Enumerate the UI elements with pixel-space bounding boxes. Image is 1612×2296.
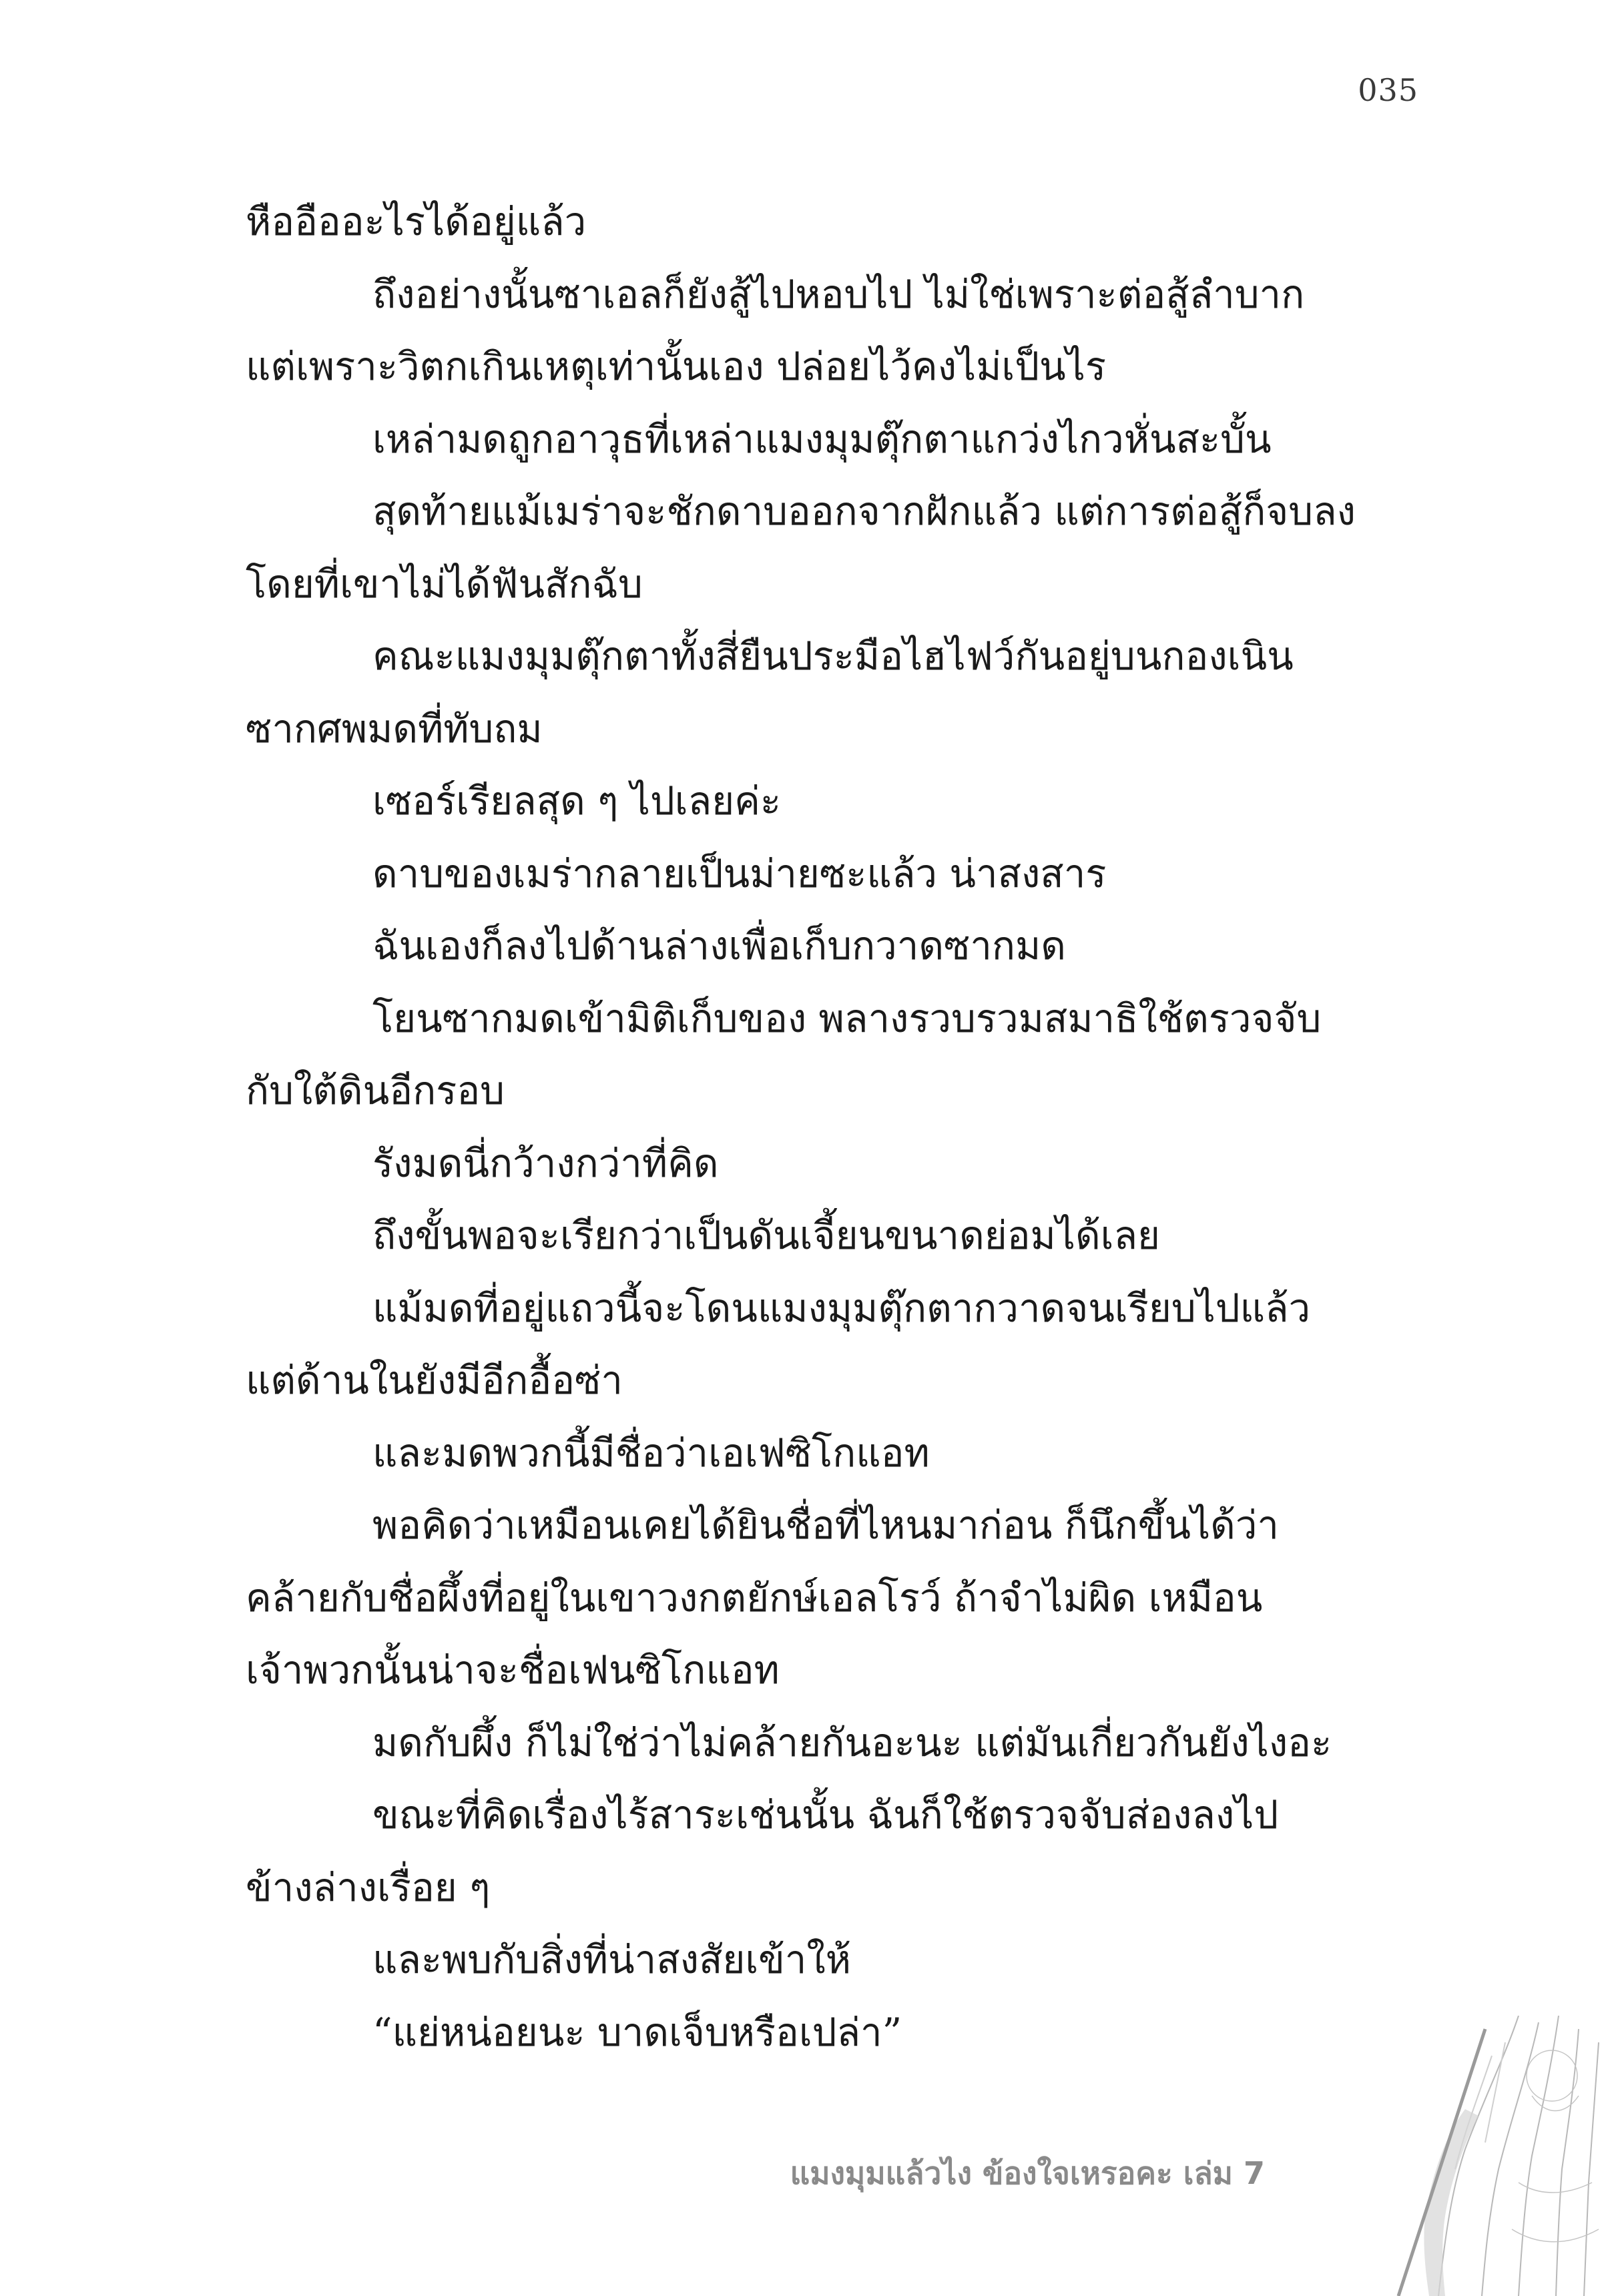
body-text [246, 186, 1422, 2068]
paragraph-line: หืออืออะไรได้อยู่แล้ว [246, 199, 587, 244]
footer-book-title: แมงมุมแล้วไง ข้องใจเหรอคะ เล่ม 7 [790, 2155, 1265, 2191]
paragraph-line: คณะแมงมุมตุ๊กตาทั้งสี่ยืนประมือไฮไฟว์กันอยู่บนกองเนิน [372, 633, 1294, 679]
paragraph-line: แต่เพราะวิตกเกินเหตุเท่านั้นเอง ปล่อยไว้คงไม่เป็นไร [246, 344, 1107, 389]
paragraph-line: ถึงขั้นพอจะเรียกว่าเป็นดันเจี้ยนขนาดย่อมได้เลย [372, 1213, 1160, 1258]
paragraph-line: ข้างล่างเรื่อย ๆ [246, 1864, 491, 1910]
paragraph-line: ฉันเองก็ลงไปด้านล่างเพื่อเก็บกวาดซากมด [372, 923, 1066, 968]
paragraph-line: พอคิดว่าเหมือนเคยได้ยินชื่อที่ไหนมาก่อน ก็นึกขึ้นได้ว่า [372, 1502, 1279, 1548]
paragraph-line: และพบกับสิ่งที่น่าสงสัยเข้าให้ [372, 1937, 851, 1982]
paragraph-line: และมดพวกนี้มีชื่อว่าเอเฟซิโกแอท [372, 1430, 930, 1476]
paragraph-line: ถึงอย่างนั้นซาเอลก็ยังสู้ไปหอบไป ไม่ใช่เพราะต่อสู้ลำบาก [372, 271, 1305, 317]
corner-illustration [1265, 2016, 1612, 2296]
paragraph-line: แม้มดที่อยู่แถวนี้จะโดนแมงมุมตุ๊กตากวาดจนเรียบไปแล้ว [372, 1285, 1311, 1331]
paragraph-line: สุดท้ายแม้เมร่าจะชักดาบออกจากฝักแล้ว แต่การต่อสู้ก็จบลง [372, 489, 1356, 534]
paragraph-line: “แย่หน่อยนะ บาดเจ็บหรือเปล่า” [372, 2009, 902, 2055]
paragraph-line: มดกับผึ้ง ก็ไม่ใช่ว่าไม่คล้ายกันอะนะ แต่มันเกี่ยวกันยังไงอะ [372, 1719, 1332, 1765]
paragraph-line: เซอร์เรียลสุด ๆ ไปเลยค่ะ [372, 778, 782, 824]
paragraph-line: รังมดนี่กว้างกว่าที่คิด [372, 1140, 719, 1186]
paragraph-line: เจ้าพวกนั้นน่าจะชื่อเฟนซิโกแอท [246, 1647, 780, 1693]
paragraph-line: เหล่ามดถูกอาวุธที่เหล่าแมงมุมตุ๊กตาแกว่งไกวหั่นสะบั้น [372, 416, 1272, 462]
paragraph-line: แต่ด้านในยังมีอีกอื้อซ่า [246, 1358, 623, 1403]
paragraph-line: โดยที่เขาไม่ได้ฟันสักฉับ [246, 561, 643, 607]
page-number: 035 [1358, 72, 1418, 108]
paragraph-line: คล้ายกับชื่อผึ้งที่อยู่ในเขาวงกตยักษ์เอลโรว์ ถ้าจำไม่ผิด เหมือน [246, 1574, 1263, 1621]
paragraph-line: ขณะที่คิดเรื่องไร้สาระเช่นนั้น ฉันก็ใช้ตรวจจับส่องลงไป [372, 1792, 1279, 1837]
paragraph-line: โยนซากมดเข้ามิติเก็บของ พลางรวบรวมสมาธิใช้ตรวจจับ [372, 995, 1322, 1041]
paragraph-line: ซากศพมดที่ทับถม [246, 705, 543, 752]
paragraph-line: กับใต้ดินอีกรอบ [246, 1068, 505, 1113]
paragraph-line: ดาบของเมร่ากลายเป็นม่ายซะแล้ว น่าสงสาร [372, 850, 1107, 896]
